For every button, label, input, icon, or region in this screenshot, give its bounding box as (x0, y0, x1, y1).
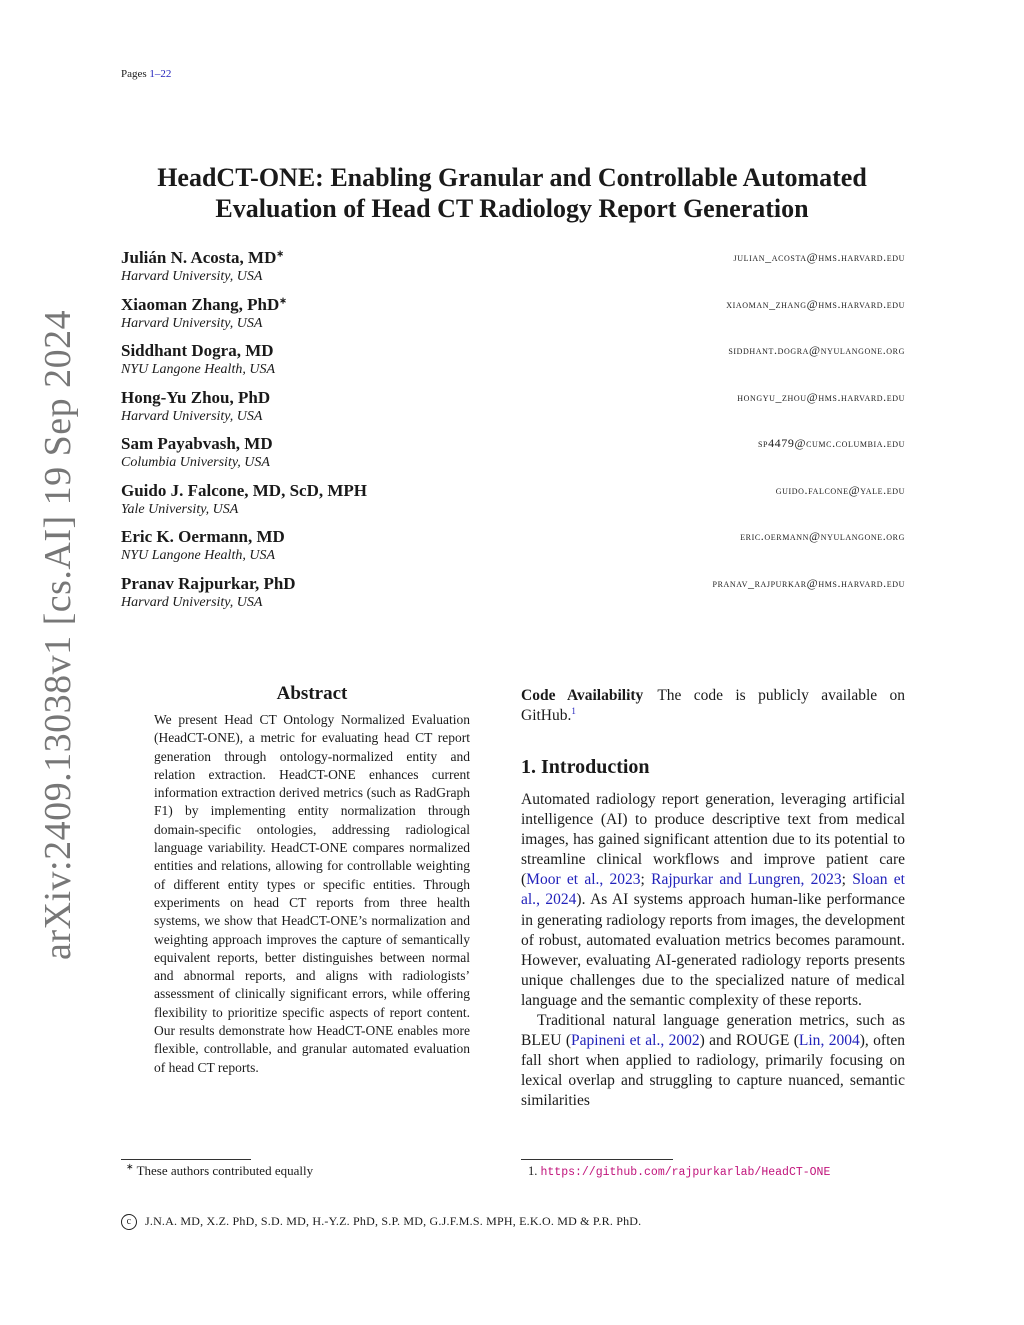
footnote-ref-1[interactable]: 1 (571, 705, 576, 716)
author-mark: ∗ (279, 294, 287, 305)
copyright-text: J.N.A. MD, X.Z. PhD, S.D. MD, H.-Y.Z. PhD, S.P. MD, G.J.F.M.S. MPH, E.K.O. MD & P.R. PhD. (145, 1214, 642, 1228)
author-affiliation: Harvard University, USA (121, 315, 263, 331)
intro-paragraph-1: Automated radiology report generation, leveraging artificial intelligence (AI) to produce descriptive text from medical images, has gained significant attention due to its potential to streamline clinical workflows and improve patient care (Moor et al., 2023; Rajpurkar and Lungren, 2023; Sloan et al., 2024). As AI systems approach human-like performance in generating radiology reports from images, the development of robust, automated evaluation metrics becomes paramount. However, evaluating AI-generated radiology reports presents unique challenges due to the specialized nature of medical language and the semantic complexity of these reports. (521, 791, 905, 1009)
author-affiliation: Harvard University, USA (121, 408, 263, 424)
author-name-text: Hong-Yu Zhou, PhD (121, 387, 271, 407)
copyright-icon: c (121, 1214, 137, 1230)
title-line-1: HeadCT-ONE: Enabling Granular and Controllable Automated (157, 163, 867, 192)
cite-rajpurkar-name: Rajpurkar and Lungren (651, 871, 801, 889)
citation-lin[interactable]: Lin, 2004 (798, 1032, 860, 1050)
author-email[interactable]: pranav_rajpurkar@hms.harvard.edu (712, 575, 905, 590)
author-affiliation: Yale University, USA (121, 501, 239, 517)
author-entry (121, 295, 905, 342)
author-affiliation: NYU Langone Health, USA (121, 548, 275, 563)
author-entry (121, 527, 905, 574)
author-list (121, 248, 905, 620)
introduction-body (521, 790, 905, 1112)
author-affiliation: Harvard University, USA (121, 269, 263, 284)
author-affiliation: NYU Langone Health, USA (121, 362, 275, 377)
author-affiliation: Harvard University, USA (121, 594, 263, 610)
paper-title (100, 162, 924, 224)
intro-p2-text-c: ), often fall short when applied to radiology, primarily focusing on lexical overlap and struggling to capture nuanced, semantic similarities (521, 1032, 906, 1110)
footnote-text: These authors contributed equally (136, 1163, 314, 1178)
footnote-left (126, 1163, 313, 1179)
author-entry (121, 341, 905, 388)
cite-lin-year: 2004 (828, 1032, 860, 1050)
author-mark: ∗ (276, 248, 284, 259)
code-availability-text: The code is publicly available on GitHub. (521, 687, 906, 724)
cite-sloan-name: Sloan et al. (521, 871, 905, 909)
intro-p1-text: Automated radiology report generation, leveraging artificial intelligence (AI) to produce descriptive text from medical images, has gained significant attention due to its potential to streamline clinical workflows and improve patient care ( (521, 791, 905, 889)
author-email[interactable]: hongyu_zhou@hms.harvard.edu (737, 389, 905, 404)
pages-range-link[interactable]: 1–22 (149, 68, 172, 80)
author-entry (121, 481, 905, 528)
citation-sloan[interactable]: Sloan et al., 2024 (521, 871, 905, 909)
author-name-text: Siddhant Dogra, MD (121, 341, 274, 360)
introduction-heading: 1. Introduction (521, 756, 650, 778)
cite-papineni-name: Papineni et al. (571, 1032, 661, 1050)
footnote-mark: ∗ (126, 1161, 134, 1172)
citation-rajpurkar[interactable]: Rajpurkar and Lungren, 2023 (651, 871, 842, 889)
author-entry (121, 434, 905, 481)
intro-p2-text: Traditional natural language generation metrics, such as BLEU ( (521, 1012, 905, 1050)
cite-papineni-year: 2002 (668, 1032, 700, 1050)
footnote-right (528, 1164, 830, 1179)
code-availability-heading: Code Availability (521, 687, 644, 704)
copyright-line (121, 1214, 641, 1230)
author-name-text: Xiaoman Zhang, PhD (121, 294, 280, 314)
intro-p2-text-b: ) and ROUGE ( (699, 1032, 799, 1050)
author-email[interactable]: julian_acosta@hms.harvard.edu (733, 250, 905, 264)
author-email[interactable]: xiaoman_zhang@hms.harvard.edu (726, 296, 905, 311)
cite-lin-name: Lin (798, 1032, 821, 1050)
author-name-text: Eric K. Oermann, MD (121, 527, 285, 546)
intro-p1-text-b: ). As AI systems approach human-like performance in generating radiology reports from images, the development of robust, automated evaluation metrics becomes paramount. However, evaluating AI-generated radiology reports presents unique challenges due to the specialized nature of medical language and the semantic complexity of these reports. (521, 891, 905, 1009)
author-name-text: Julián N. Acosta, MD (121, 248, 277, 267)
abstract-text: We present Head CT Ontology Normalized Evaluation (HeadCT-ONE), a metric for evaluating head CT report generation through ontology-normalized entity and relation extraction. HeadCT-ONE enhances current information extraction derived metrics (such as RadGraph F1) by implementing entity normalization through domain-specific ontologies, addressing radiological language variability. HeadCT-ONE compares normalized entities and relations, allowing for controllable weighting of different entity types or specific entities. Through experiments on head CT reports from three health systems, we show that HeadCT-ONE’s normalization and weighting approach improves the capture of semantically equivalent reports, better distinguishes between normal and abnormal reports, and aligns with radiologists’ assessment of clinically significant errors, while offering flexibility to prioritize specific aspects of report content. Our results demonstrate how HeadCT-ONE enables more flexible, controllable, and granular automated evaluation of head CT reports. (154, 712, 470, 1075)
author-email[interactable]: sp4479@cumc.columbia.edu (757, 436, 905, 450)
author-entry (121, 574, 905, 621)
abstract-heading: Abstract (276, 683, 348, 704)
cite-moor-name: Moor et al. (526, 871, 600, 889)
pages-prefix: Pages (121, 68, 147, 80)
author-name-text: Sam Payabvash, MD (121, 434, 273, 453)
citation-moor[interactable]: Moor et al., 2023 (526, 871, 641, 889)
cite-moor-year: 2023 (609, 871, 641, 889)
footnote-rule-left (121, 1159, 251, 1160)
cite-sloan-year: 2024 (545, 891, 577, 909)
author-name-text: Guido J. Falcone, MD, ScD, MPH (121, 480, 368, 500)
citation-papineni[interactable]: Papineni et al., 2002 (571, 1032, 700, 1050)
author-email[interactable]: guido.falcone@yale.edu (775, 482, 905, 497)
code-availability (521, 686, 905, 726)
author-email[interactable]: eric.oermann@nyulangone.org (740, 529, 905, 543)
author-entry (121, 388, 905, 435)
footnote-number: 1. (528, 1164, 538, 1178)
intro-paragraph-2 (521, 1011, 905, 1111)
github-url-link[interactable]: https://github.com/rajpurkarlab/HeadCT-ONE (540, 1166, 831, 1179)
author-affiliation: Columbia University, USA (121, 455, 270, 470)
arxiv-side-label: arXiv:2409.13038v1 [cs.AI] 19 Sep 2024 (37, 309, 79, 960)
author-entry (121, 248, 905, 295)
author-email[interactable]: siddhant.dogra@nyulangone.org (728, 343, 905, 357)
cite-rajpurkar-year: 2023 (810, 871, 842, 889)
footnote-rule-right (521, 1159, 673, 1160)
title-line-2: Evaluation of Head CT Radiology Report Generation (215, 194, 809, 223)
author-name-text: Pranav Rajpurkar, PhD (121, 573, 296, 593)
page-range-header (121, 68, 171, 80)
